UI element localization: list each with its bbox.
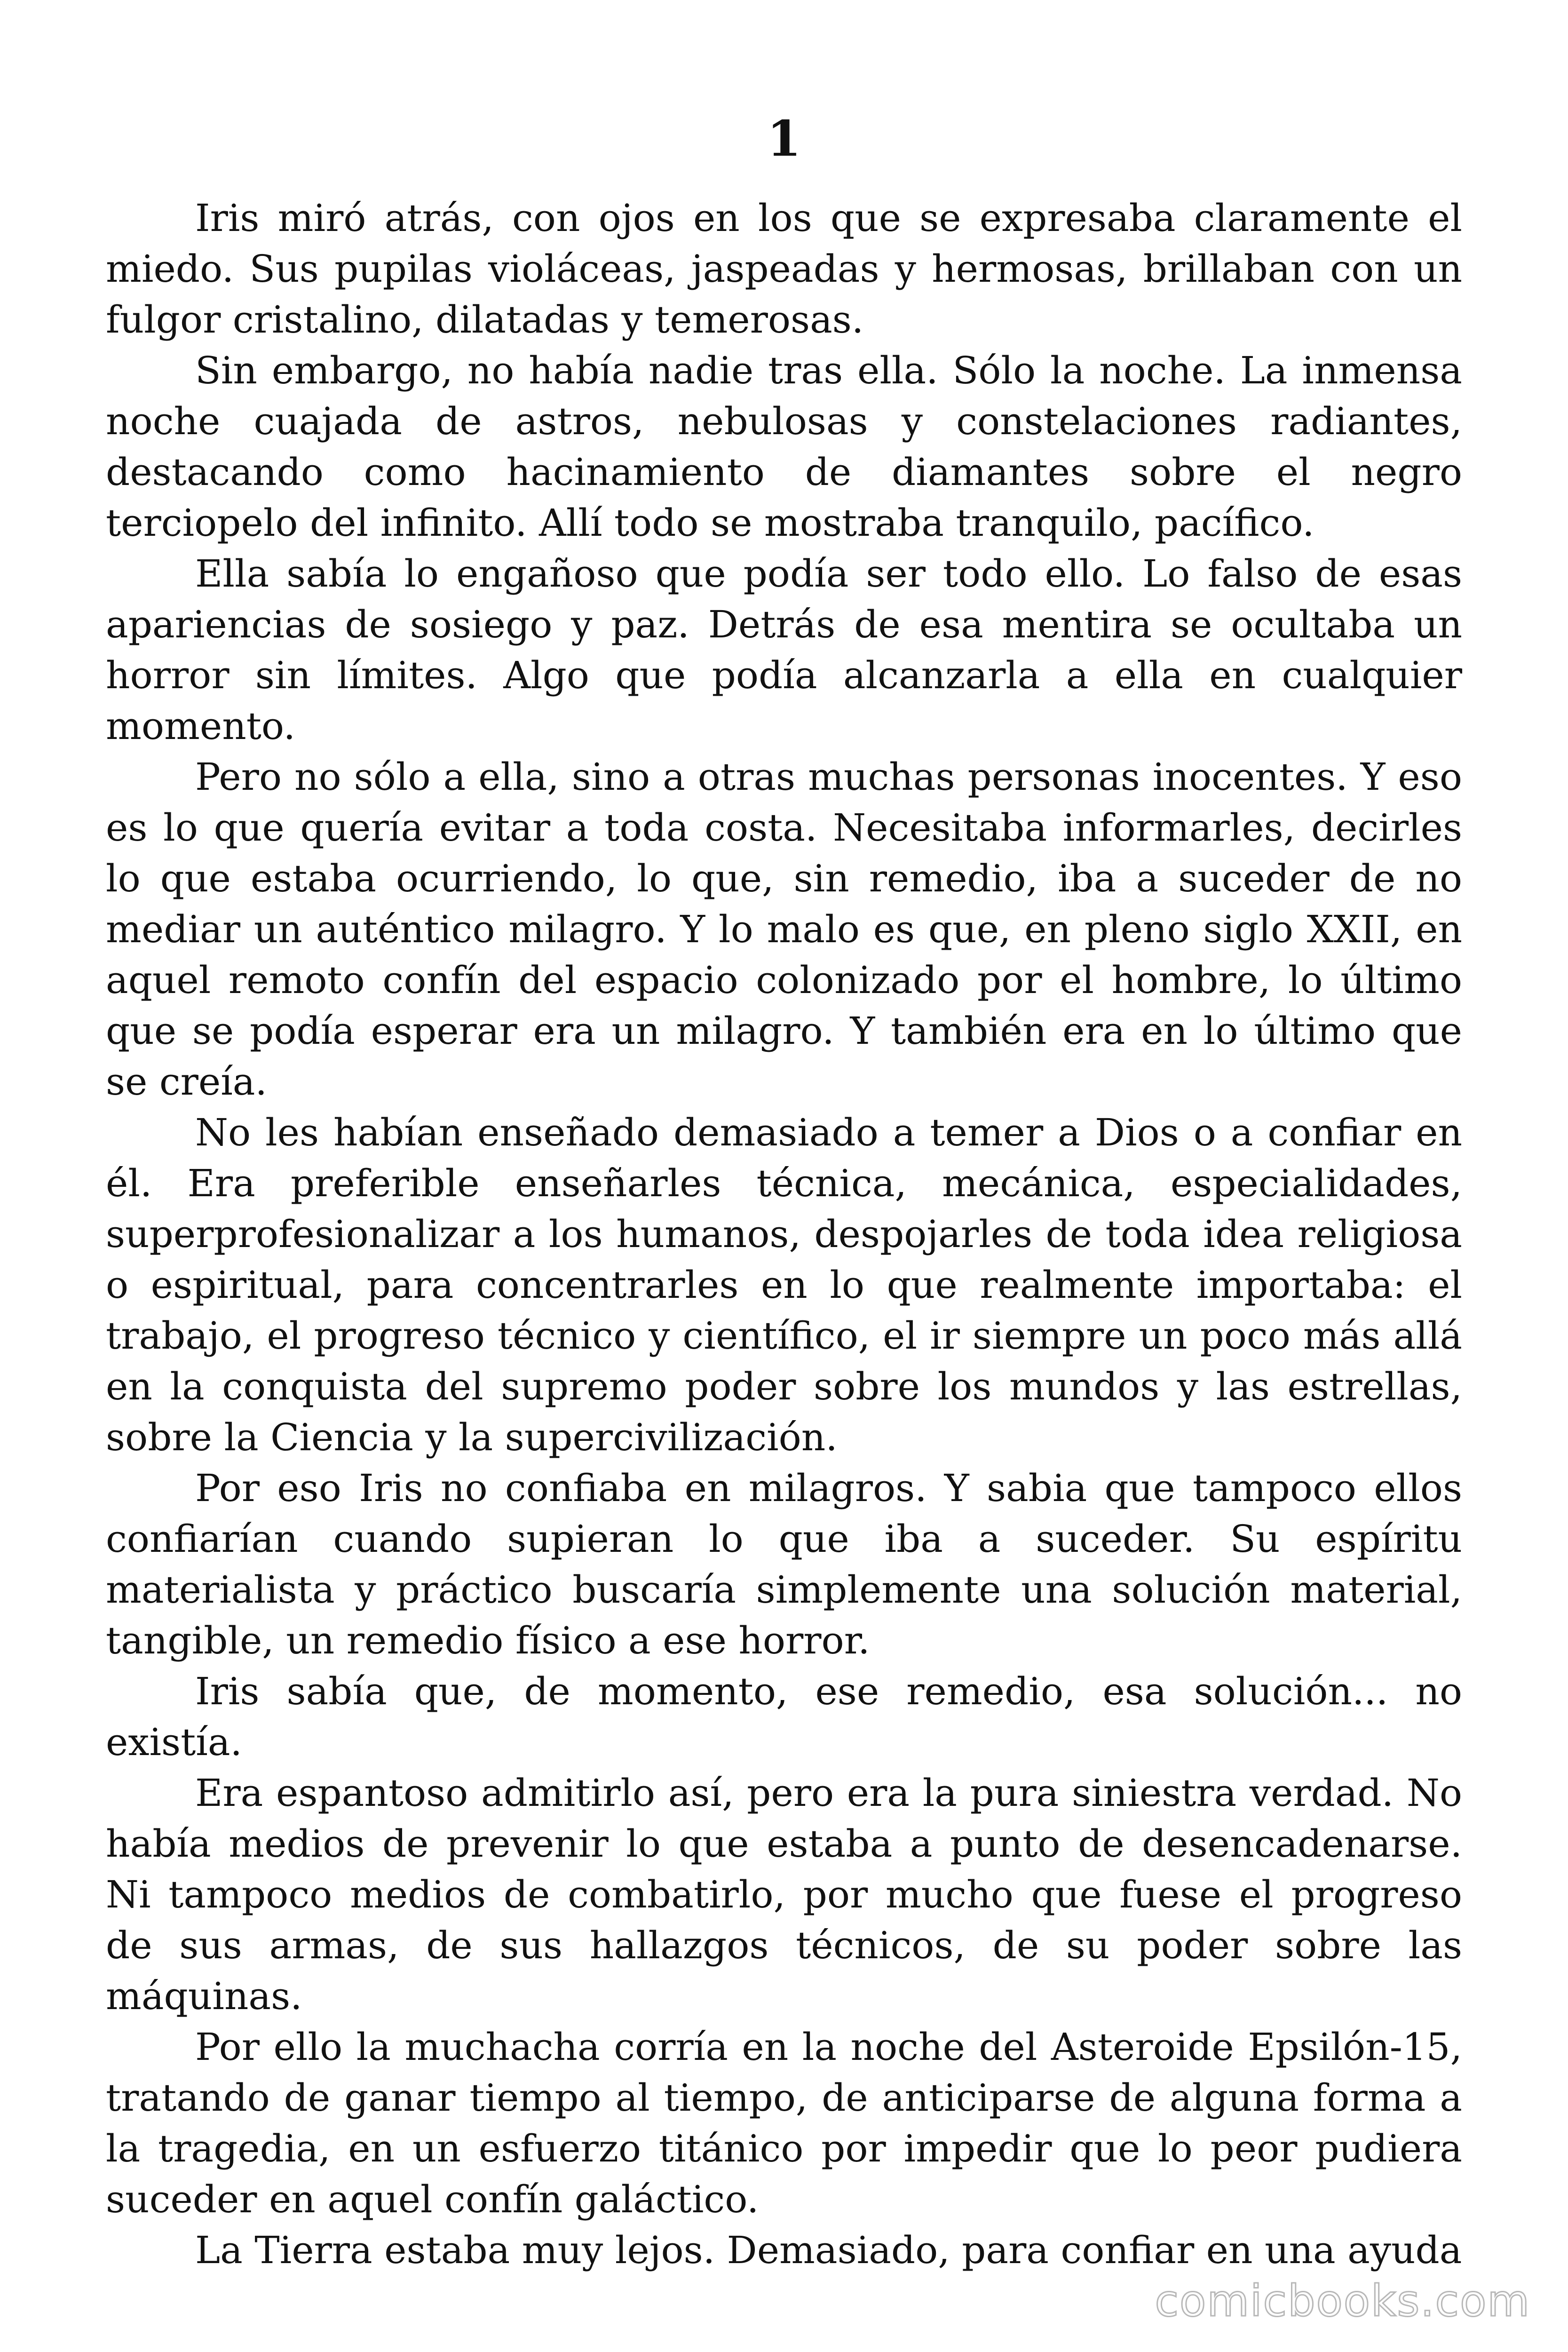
- paragraph: Iris miró atrás, con ojos en los que se expresaba claramente el miedo. Sus pupilas violáceas, jaspeadas y hermosas, brillaban con un fulgor cristalino, dilatadas y temerosas.: [106, 196, 1462, 342]
- paragraph: Por ello la muchacha corría en la noche del Asteroide Epsilón-15, tratando de ganar tiempo al tiempo, de anticiparse de alguna forma a la tragedia, en un esfuerzo titánico por impedir que lo peor pudiera suceder en aquel confín galáctico.: [106, 2025, 1462, 2221]
- body-text: [106, 193, 1462, 2276]
- paragraph: Ella sabía lo engañoso que podía ser todo ello. Lo falso de esas apariencias de sosiego y paz. Detrás de esa mentira se ocultaba un horror sin límites. Algo que podía alcanzarla a ella en cualquier momento.: [106, 552, 1462, 748]
- paragraph: La Tierra estaba muy lejos. Demasiado, para confiar en una ayuda: [195, 2228, 1462, 2272]
- paragraph: No les habían enseñado demasiado a temer a Dios o a confiar en él. Era preferible enseñarles técnica, mecánica, especialidades, superprofesionalizar a los humanos, despojarles de toda idea religiosa o espiritual, para concentrarles en lo que realmente importaba: el trabajo, el progreso técnico y científico, el ir siempre un poco más allá en la conquista del supremo poder sobre los mundos y las estrellas, sobre la Ciencia y la supercivilización.: [106, 1111, 1462, 1459]
- paragraph: Era espantoso admitirlo así, pero era la pura siniestra verdad. No había medios de prevenir lo que estaba a punto de desencadenarse. Ni tampoco medios de combatirlo, por mucho que fuese el progreso de sus armas, de sus hallazgos técnicos, de su poder sobre las máquinas.: [106, 1771, 1462, 2018]
- paragraph: Por eso Iris no confiaba en milagros. Y sabia que tampoco ellos confiarían cuando supieran lo que iba a suceder. Su espíritu materialista y práctico buscaría simplemente una solución material, tangible, un remedio físico a ese horror.: [106, 1466, 1462, 1662]
- paragraph: Iris sabía que, de momento, ese remedio, esa solución... no existía.: [106, 1669, 1462, 1764]
- watermark: comicbooks.com: [1155, 2276, 1530, 2326]
- chapter-number: 1: [767, 110, 801, 167]
- paragraph: Sin embargo, no había nadie tras ella. Sólo la noche. La inmensa noche cuajada de astros, nebulosas y constelaciones radiantes, destacando como hacinamiento de diamantes sobre el negro terciopelo del infinito. Allí todo se mostraba tranquilo, pacífico.: [106, 349, 1462, 545]
- paragraph: Pero no sólo a ella, sino a otras muchas personas inocentes. Y eso es lo que quería evitar a toda costa. Necesitaba informarles, decirles lo que estaba ocurriendo, lo que, sin remedio, iba a suceder de no mediar un auténtico milagro. Y lo malo es que, en pleno siglo XXII, en aquel remoto confín del espacio colonizado por el hombre, lo último que se podía esperar era un milagro. Y también era en lo último que se creía.: [106, 755, 1462, 1104]
- book-page: [106, 108, 1462, 2276]
